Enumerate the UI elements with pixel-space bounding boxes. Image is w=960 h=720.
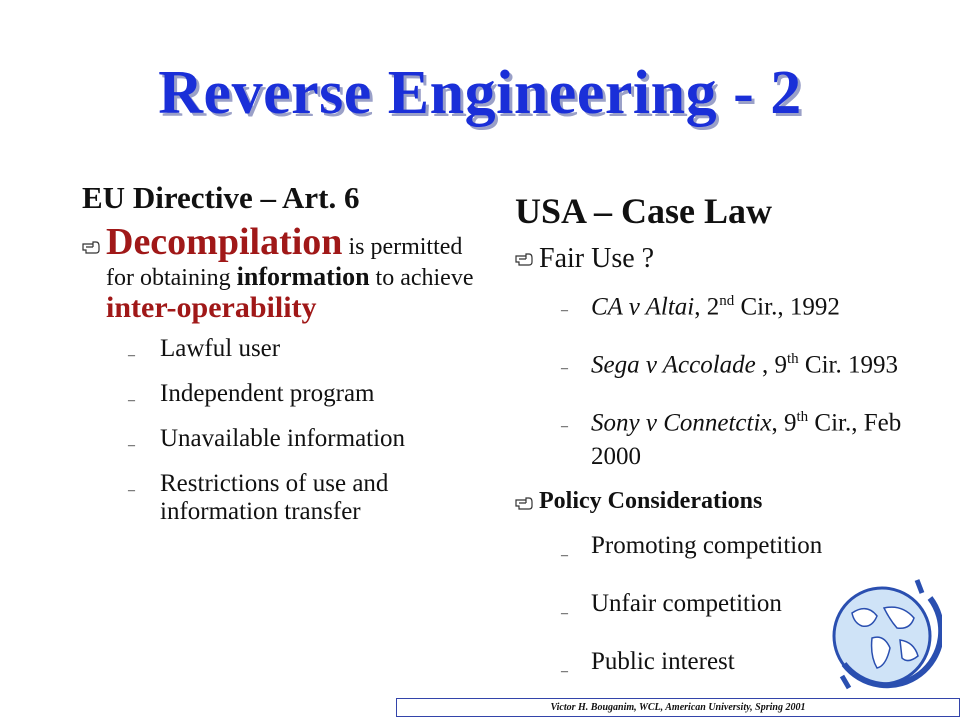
policy-bullet: Policy Considerations bbox=[515, 488, 915, 515]
list-item: – Independent program bbox=[128, 380, 375, 408]
decompilation-term: Decompilation bbox=[106, 221, 343, 263]
case-item: – Sony v Connetctix, 9th Cir., Feb 2000 bbox=[561, 409, 902, 471]
globe-icon bbox=[822, 568, 942, 703]
eu-heading: EU Directive – Art. 6 bbox=[82, 180, 360, 215]
list-item: – Unfair competition bbox=[561, 590, 782, 622]
case-item: – CA v Altai, 2nd Cir., 1992 bbox=[561, 293, 840, 321]
information-term: information bbox=[236, 262, 370, 291]
pointing-hand-icon bbox=[82, 228, 106, 254]
pointing-hand-icon bbox=[515, 242, 539, 266]
case-item: – Sega v Accolade , 9th Cir. 1993 bbox=[561, 351, 898, 379]
decompilation-bullet: Decompilation is permitted for obtaining information to achieve inter-operability bbox=[82, 228, 482, 325]
usa-heading: USA – Case Law bbox=[515, 191, 773, 231]
pointing-hand-icon bbox=[515, 488, 539, 510]
eu-column bbox=[82, 180, 482, 526]
list-item: – Unavailable information bbox=[128, 425, 406, 453]
slide-title: Reverse Engineering - 2 bbox=[158, 59, 802, 127]
list-item: – Promoting competition bbox=[561, 532, 823, 564]
footer-credit: Victor H. Bouganim, WCL, American University, Spring 2001 bbox=[396, 698, 960, 717]
fair-use-bullet: Fair Use ? bbox=[515, 242, 915, 276]
list-item: – Restrictions of use and information transfer bbox=[128, 470, 389, 525]
interoperability-term: inter-operability bbox=[106, 291, 317, 324]
list-item: – Public interest bbox=[561, 648, 735, 680]
list-item: – Lawful user bbox=[128, 335, 281, 363]
